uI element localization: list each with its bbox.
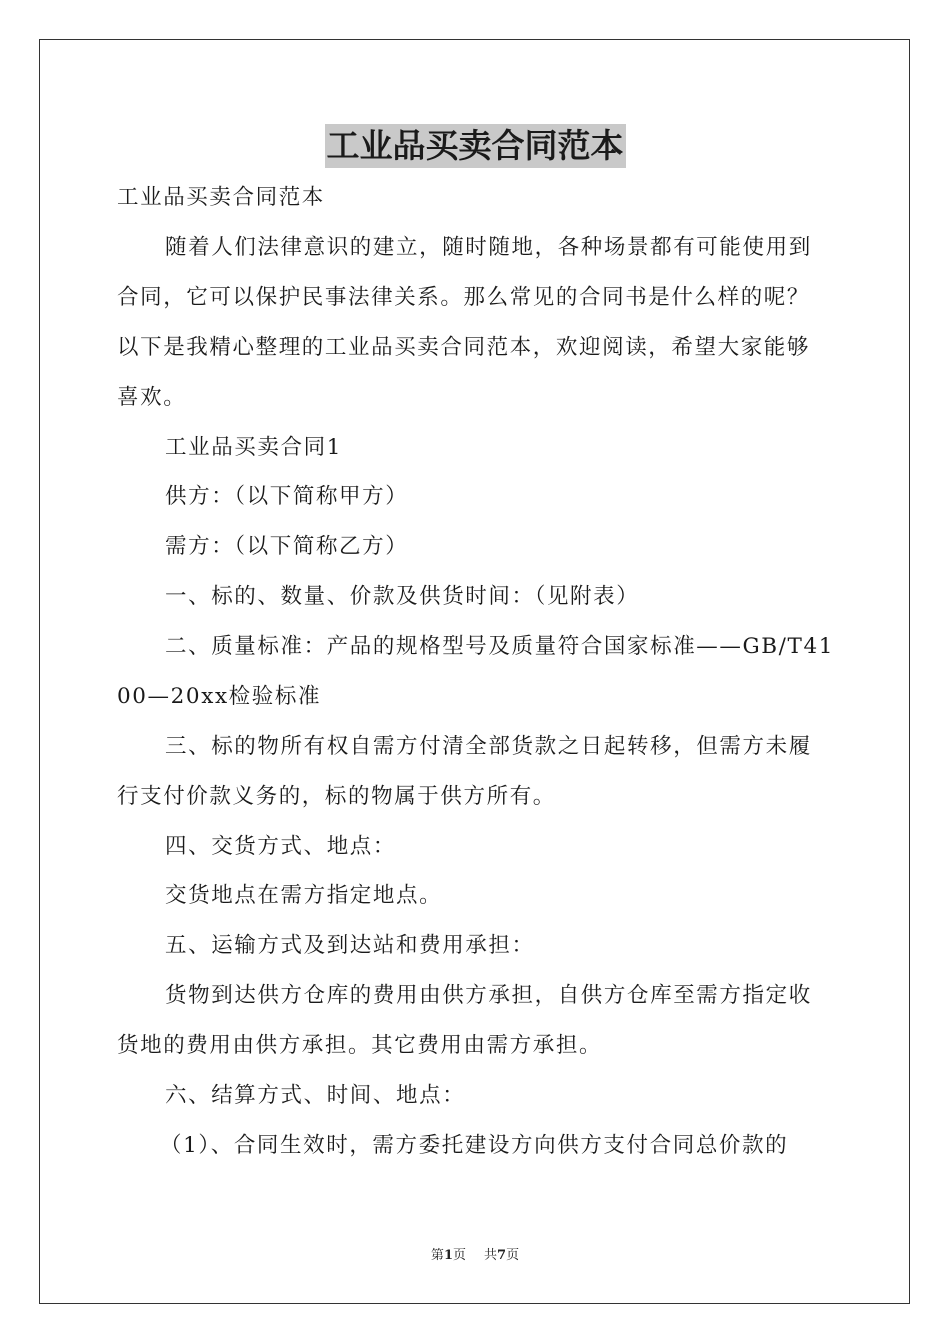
clause-line: 二、质量标准：产品的规格型号及质量符合国家标准——GB/T41 (165, 634, 835, 659)
title-container (0, 124, 950, 168)
clause-line: 四、交货方式、地点： (165, 834, 397, 859)
body-line: 以下是我精心整理的工业品买卖合同范本，欢迎阅读，希望大家能够 (117, 335, 811, 360)
contract-heading: 工业品买卖合同1 (165, 435, 342, 460)
footer-page-prefix: 第 (430, 1248, 444, 1263)
footer-total-suffix: 页 (506, 1248, 520, 1263)
subtitle-line: 工业品买卖合同范本 (117, 185, 325, 210)
clause-line: 00—20xx检验标准 (117, 684, 322, 709)
supplier-line: 供方：（以下简称甲方） (165, 484, 409, 509)
footer-page-number: 1 (443, 1248, 453, 1263)
footer-total-pages: 7 (497, 1248, 507, 1263)
clause-line: 一、标的、数量、价款及供货时间：（见附表） (165, 584, 640, 609)
buyer-line: 需方：（以下简称乙方） (165, 534, 409, 559)
clause-line: （1）、合同生效时，需方委托建设方向供方支付合同总价款的 (160, 1133, 789, 1158)
body-line: 合同，它可以保护民事法律关系。那么常见的合同书是什么样的呢？ (117, 285, 811, 310)
page-border (39, 39, 910, 1304)
footer-total-prefix: 共 (484, 1248, 498, 1263)
clause-line: 五、运输方式及到达站和费用承担： (165, 933, 535, 958)
clause-line: 交货地点在需方指定地点。 (165, 883, 443, 908)
page-footer (0, 1247, 950, 1265)
clause-line: 货地的费用由供方承担。其它费用由需方承担。 (117, 1033, 603, 1058)
document-title: 工业品买卖合同范本 (325, 124, 626, 168)
clause-line: 行支付价款义务的，标的物属于供方所有。 (117, 784, 556, 809)
footer-page-suffix: 页 (452, 1248, 466, 1263)
body-line: 随着人们法律意识的建立，随时随地，各种场景都有可能使用到 (165, 235, 812, 260)
clause-line: 三、标的物所有权自需方付清全部货款之日起转移，但需方未履 (165, 734, 812, 759)
clause-line: 六、结算方式、时间、地点： (165, 1083, 466, 1108)
body-line: 喜欢。 (117, 385, 187, 410)
clause-line: 货物到达供方仓库的费用由供方承担，自供方仓库至需方指定收 (165, 983, 812, 1008)
